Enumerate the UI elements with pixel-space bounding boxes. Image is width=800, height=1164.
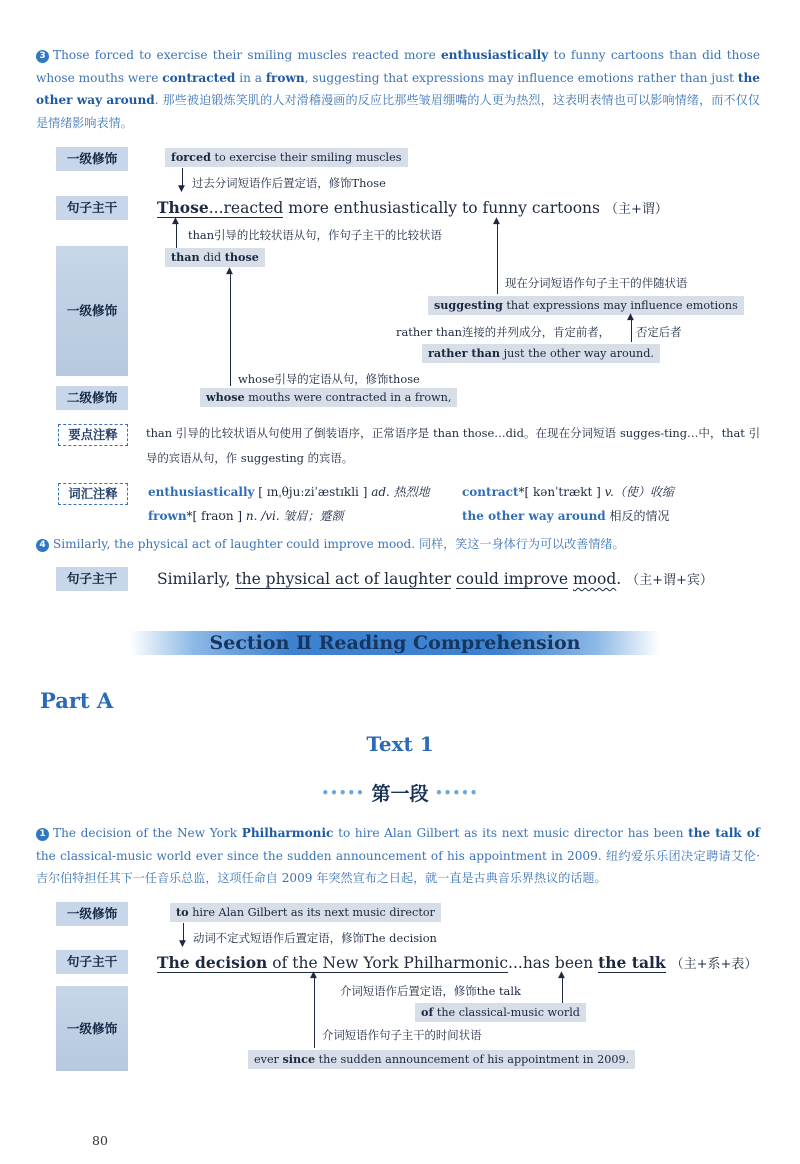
pill-suggesting: suggesting that expressions may influence emotions: [428, 296, 744, 315]
sentence-number: 4: [36, 539, 49, 552]
main-clause-t1: The decision of the New York Philharmonic...has been the talk （主+系+表）: [157, 953, 758, 972]
arrow-line: [230, 272, 231, 386]
note-suggesting: 现在分词短语作句子主干的伴随状语: [505, 276, 688, 290]
arrow-down-icon: ▼: [179, 939, 186, 949]
vocab-item: contract*[ kənˈtrækt ] v.（使）收缩: [462, 485, 674, 499]
arrow-up-icon: ▲: [310, 970, 317, 980]
pill-rather-than: rather than just the other way around.: [422, 344, 660, 363]
page-number: 80: [92, 1133, 108, 1148]
main-clause-1: Those...reacted more enthusiastically to funny cartoons （主+谓）: [157, 198, 668, 217]
arrow-up-icon: ▲: [558, 970, 565, 980]
label-main-clause: 句子主干: [56, 196, 128, 220]
vocab-item: the other way around 相反的情况: [462, 509, 670, 523]
pill-of: of the classical-music world: [415, 1003, 586, 1022]
arrow-up-icon: ▲: [226, 266, 233, 276]
label-modifier-2: 二级修饰: [56, 386, 128, 410]
note-to: 动词不定式短语作后置定语，修饰The decision: [193, 931, 437, 945]
sentence-4: 4 Similarly, the physical act of laughter could improve mood. 同样，笑这一身体行为可以改善情绪。: [36, 533, 760, 556]
text1-sentence-1: 1 The decision of the New York Philharmonic to hire Alan Gilbert as its next music director has been the talk of the classical-music world ever since the sudden announcement of his appointment in 2009. 纽约爱乐乐团决定聘请艾伦·吉尔伯特担任其下一任音乐总监，这项任命自 2009 年突然宣布之日起，就一直是古典音乐界热议的话题。: [36, 826, 760, 885]
text-title: Text 1: [366, 732, 434, 756]
main-clause-4: Similarly, the physical act of laughter could improve mood. （主+谓+宾）: [157, 570, 713, 588]
note-rather-1: rather than连接的并列成分，肯定前者，: [396, 325, 611, 339]
pill-to: to hire Alan Gilbert as its next music director: [170, 903, 441, 922]
pill-whose: whose mouths were contracted in a frown,: [200, 388, 457, 407]
sentence-number: 1: [36, 828, 49, 841]
sentence-number: 3: [36, 50, 49, 63]
paragraph-title: ••••• 第一段 •••••: [321, 783, 479, 805]
arrow-line: [314, 976, 315, 1048]
label-modifier-1: 一级修饰: [56, 147, 128, 171]
note-than: than引导的比较状语从句，作句子主干的比较状语: [188, 228, 442, 242]
decorative-dots-icon: •••••: [435, 786, 479, 800]
pill-than: than did those: [165, 248, 265, 267]
label-modifier-1: 一级修饰: [56, 902, 128, 926]
section-title: Section Ⅱ Reading Comprehension: [130, 631, 660, 655]
arrow-down-icon: ▼: [178, 184, 185, 194]
vocab-item: enthusiastically [ ɪnˌθjuːziˈæstɪkli ] ad. 热烈地: [148, 485, 430, 499]
sentence-3: 3 Those forced to exercise their smiling muscles reacted more enthusiastically to funny cartoons than did those whose mouths were contracted in a frown, suggesting that expressions may influence emotions rather than just the other way around. 那些被迫锻炼笑肌的人对滑稽漫画的反应比那些皱眉绷嘴的人更为热烈，这表明表情也可以影响情绪，而不仅仅是情绪影响表情。: [36, 48, 760, 130]
label-main-clause: 句子主干: [56, 950, 128, 974]
note-of: 介词短语作后置定语，修饰the talk: [340, 984, 521, 998]
note-since: 介词短语作句子主干的时间状语: [322, 1028, 482, 1042]
vocab-item: frown*[ fraʊn ] n. /vi. 皱眉；蹙额: [148, 509, 344, 523]
label-modifier-1b: 一级修饰: [56, 246, 128, 376]
label-vocabulary: 词汇注释: [58, 483, 128, 505]
label-key-notes: 要点注释: [58, 424, 128, 446]
label-main-clause: 句子主干: [56, 567, 128, 591]
sentence-3-translation: 那些被迫锻炼笑肌的人对滑稽漫画的反应比那些皱眉绷嘴的人更为热烈，这表明表情也可以影响情绪，而不仅仅是情绪影响表情。: [36, 93, 760, 130]
arrow-line: [497, 222, 498, 294]
label-modifier-1b: 一级修饰: [56, 986, 128, 1071]
key-notes-text: than 引导的比较状语从句使用了倒装语序，正常语序是 than those…did。在现在分词短语 sugges-ting…中，that 引导的宾语从句，作 suggesting 的宾语。: [146, 426, 760, 465]
note-rather-2: 否定后者: [636, 325, 682, 339]
arrow-up-icon: ▲: [493, 216, 500, 226]
arrow-up-icon: ▲: [172, 216, 179, 226]
pill-since: ever since the sudden announcement of his appointment in 2009.: [248, 1050, 635, 1069]
arrow-up-icon: ▲: [627, 312, 634, 322]
note-whose: whose引导的定语从句，修饰those: [238, 372, 420, 386]
part-title: Part A: [40, 688, 114, 713]
note-forced: 过去分词短语作后置定语，修饰Those: [192, 176, 386, 190]
pill-forced: forced to exercise their smiling muscles: [165, 148, 408, 167]
decorative-dots-icon: •••••: [321, 786, 365, 800]
arrow-line: [562, 976, 563, 1004]
